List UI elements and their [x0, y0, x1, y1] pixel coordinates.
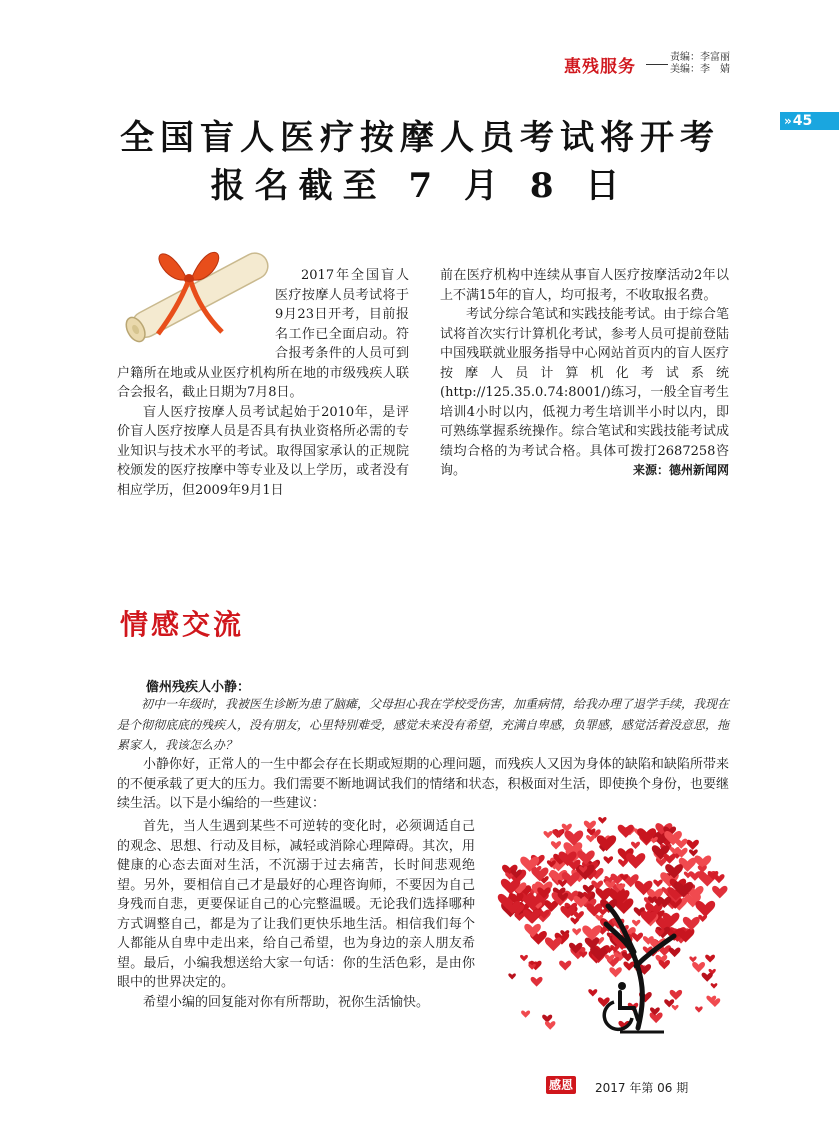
reader-letter: 初中一年级时，我被医生诊断为患了脑瘫，父母担心我在学校受伤害，加重病情，给我办理了退学手续，我现在是个彻彻底底的残疾人，没有朋友，心里特别难受，感觉未来没有希望，充满自卑感，负罪感，感觉活着没意思，拖累家人，我该怎么办？: [117, 697, 730, 752]
heart-leaf: [604, 856, 614, 864]
falling-heart: [609, 967, 621, 977]
falling-heart: [588, 989, 597, 996]
heart-leaf: [618, 859, 628, 867]
heart-leaf: [573, 911, 584, 920]
falling-heart: [711, 983, 718, 988]
heart-leaf: [598, 817, 606, 824]
reply-paragraph-2: [117, 817, 475, 1012]
article1-paragraph-2-cont: 前在医疗机构中连续从事盲人医疗按摩活动2年以上不满15年的盲人，均可报考，不收取报名费。: [440, 268, 729, 303]
heart-leaf: [695, 901, 715, 917]
reply-text-1: 小静你好，正常人的一生中都会存在长期或短期的心理问题，而残疾人又因为身体的缺陷和缺陷所带来的不便承载了更大的压力。我们需要不断地调试我们的情绪和状态，积极面对生活，即使换个身份，也要继续生活。以下是小编给的一些建议：: [117, 757, 729, 811]
page-number: 45: [792, 113, 813, 129]
falling-heart: [670, 990, 682, 1000]
heart-leaf: [626, 853, 645, 869]
heart-leaf: [551, 841, 561, 849]
falling-heart: [521, 1010, 530, 1017]
falling-heart: [702, 973, 713, 982]
falling-heart: [559, 961, 571, 971]
article-title-line1: 全国盲人医疗按摩人员考试将开考: [120, 118, 720, 158]
falling-heart: [695, 1006, 703, 1012]
illustration-wrap-space: [117, 266, 275, 362]
heart-leaf: [572, 928, 581, 935]
letter-salutation: 儋州残疾人小静：: [146, 680, 251, 695]
heart-leaf: [558, 880, 567, 887]
article1-paragraph-3-text: 考试分综合笔试和实践技能考试。由于综合笔试将首次实行计算机化考试，参考人员可提前登陆中国残联就业服务指导中心网站首页内的盲人医疗按摩人员计算机化考试系统(http://125.35.0.74:8001/)练习，一般全盲考生培训4小时以内，低视力考生培训半小时以内，即可熟练掌握系统操作。综合笔试和实践技能考试成绩均合格的为考试合格。具体可拨打2687258咨询。: [440, 307, 729, 478]
heart-leaf: [631, 842, 640, 849]
section-title: 情感交流: [120, 608, 245, 641]
article1-paragraph-3: [440, 305, 729, 481]
heart-leaf: [543, 831, 552, 838]
heart-leaf: [631, 933, 643, 942]
falling-heart: [623, 961, 634, 970]
heart-canopy: [498, 817, 728, 1030]
heart-leaf: [713, 874, 724, 883]
falling-heart: [545, 1021, 555, 1030]
reply-text-2: 首先，当人生遇到某些不可逆转的变化时，必须调适自己的观念、思想、行动及目标，减轻或消除心理障碍。其次，用健康的心态去面对生活，不沉溺于过去痛苦，长时间悲观绝望。另外，要相信自己才是最好的心理咨询师，不要因为自己身残而自悲，更要保证自己的心完整温暖。无论我们选择哪种方式调整自己，都是为了让我们更快乐地生活。相信我们每个人都能从自卑中走出来，给自己希望，也为身边的亲人朋友希望。最后，小编我想送给大家一句话：你的生活色彩，是由你眼中的世界决定的。: [117, 819, 475, 990]
article-source: 来源：德州新闻网: [632, 463, 729, 477]
article1-right-column: [440, 266, 729, 481]
designer-credit: 美编：李 婧: [670, 64, 730, 75]
falling-heart: [520, 955, 528, 961]
reply-text-3: 希望小编的回复能对你有所帮助，祝你生活愉快。: [143, 994, 430, 1010]
heart-leaf: [689, 849, 698, 856]
heart-leaf: [618, 825, 634, 838]
heart-leaf: [595, 888, 610, 900]
heart-tree-illustration: [488, 806, 733, 1036]
falling-heart: [705, 955, 715, 963]
page-number-tab: [780, 112, 839, 130]
editor-credit: 责编：李富丽: [670, 52, 730, 63]
heart-leaf: [653, 879, 662, 887]
falling-heart: [692, 962, 705, 972]
section-name: 惠残服务: [564, 57, 636, 77]
magazine-logo: 感恩: [546, 1076, 576, 1094]
issue-number: 2017 年第 06 期: [595, 1081, 689, 1095]
falling-heart: [672, 1005, 679, 1011]
reply-paragraph-1: [117, 755, 729, 814]
falling-heart: [689, 956, 696, 962]
falling-heart: [508, 973, 516, 979]
article1-left-column: [117, 266, 409, 500]
double-chevron-icon: »: [784, 114, 792, 128]
article1-paragraph-2: 盲人医疗按摩人员考试起始于2010年，是评价盲人医疗按摩人员是否具有执业资格所必需的专业知识与技术水平的考试。取得国家承认的正规院校颁发的医疗按摩中等专业及以上学历，或者没有相应学历，但2009年9月1日: [117, 404, 409, 498]
heart-leaf: [545, 937, 562, 951]
heart-leaf: [586, 835, 595, 842]
editor-credits: [670, 52, 730, 76]
header-rule: [646, 64, 668, 65]
falling-heart: [531, 977, 543, 987]
falling-heart: [669, 947, 681, 957]
heart-leaf: [686, 840, 698, 850]
heart-leaf: [632, 920, 640, 927]
heart-leaf: [712, 886, 727, 899]
article-title-line2: 报名截至 7 月 8 日: [210, 166, 630, 206]
article1-paragraph-1: 2017年全国盲人医疗按摩人员考试将于9月23日开考，目前报名工作已全面启动。符合报考条件的人员可到户籍所在地或从业医疗机构所在地的市级残疾人联合会报名，截止日期为7月8日。: [117, 268, 409, 400]
